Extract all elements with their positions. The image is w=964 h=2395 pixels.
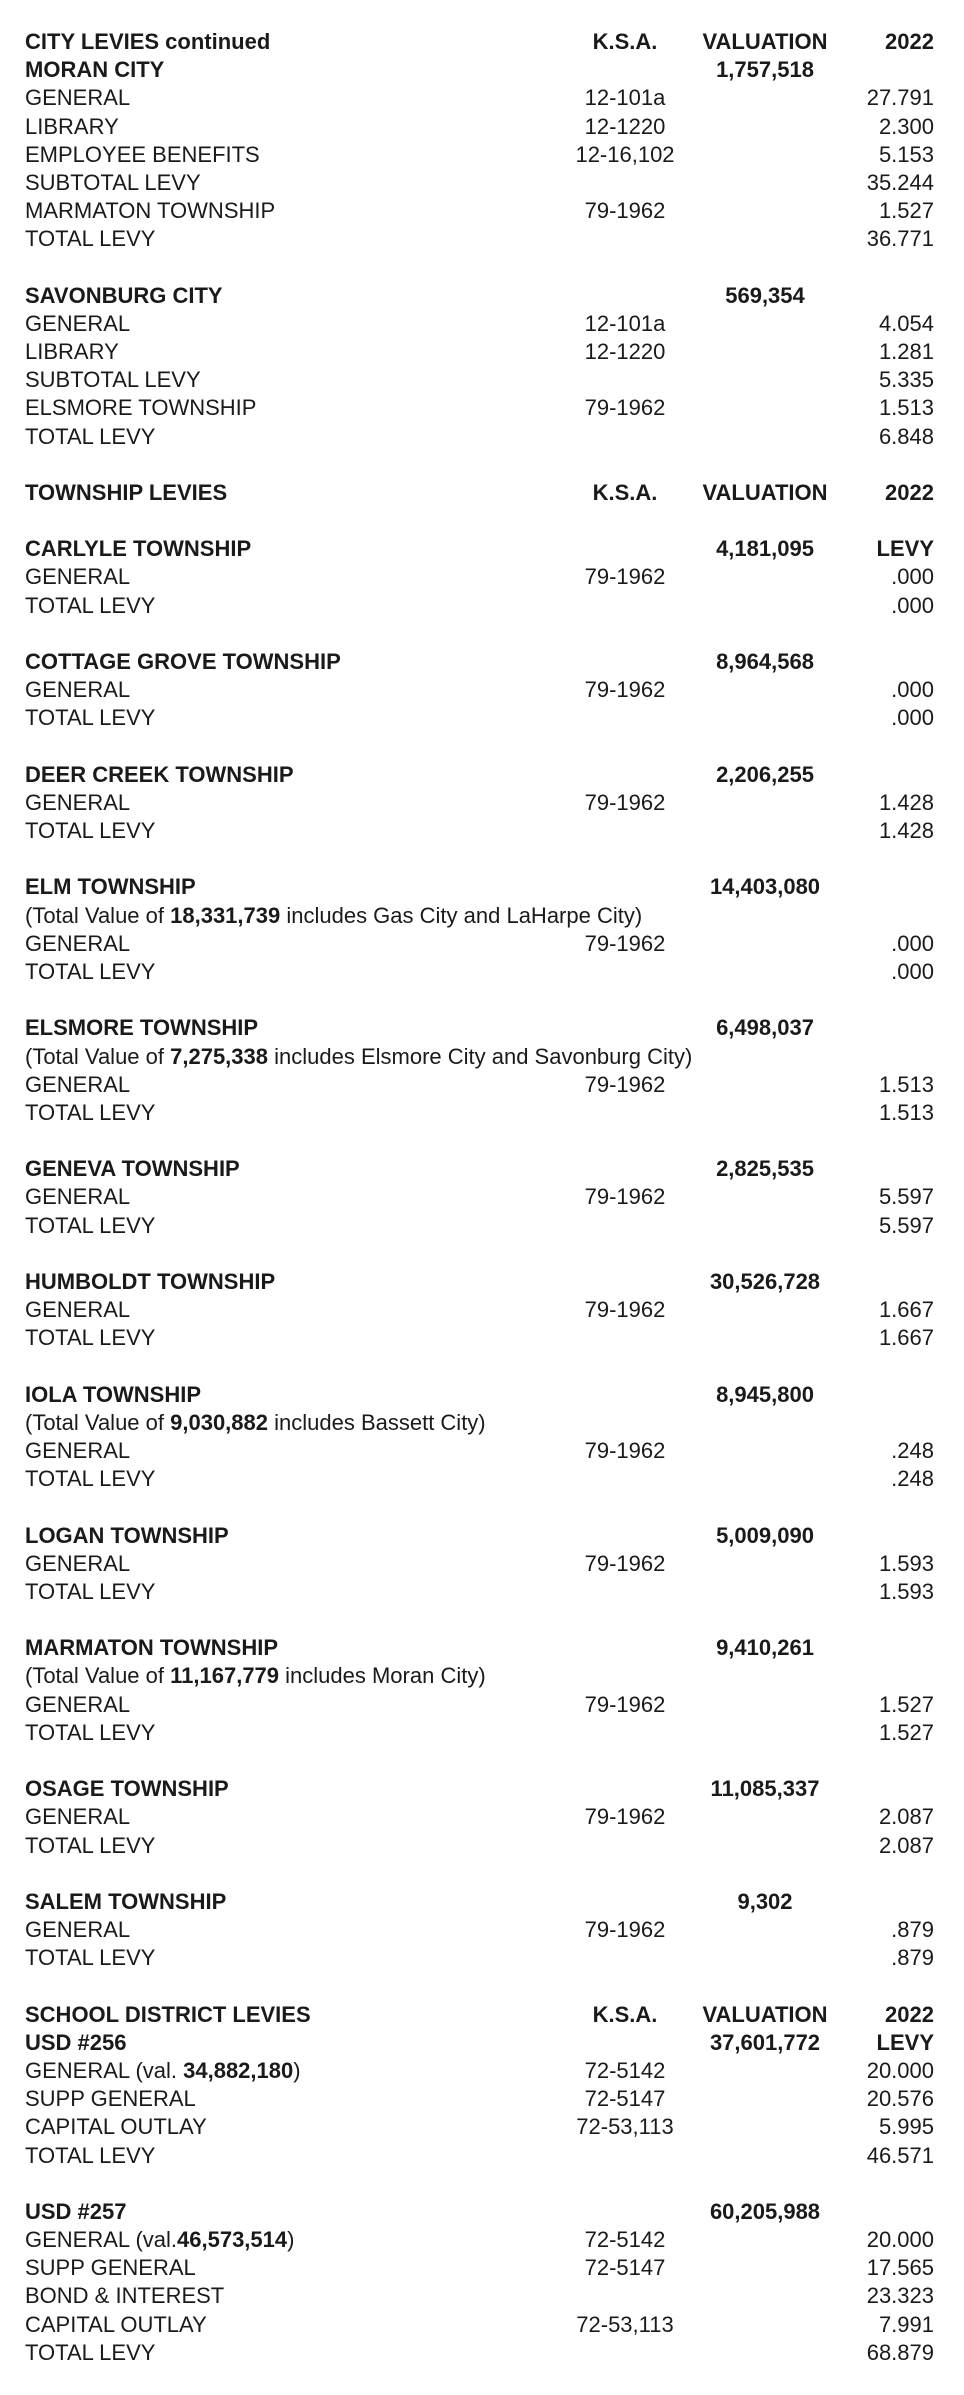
levy-cell: 1.513	[878, 395, 934, 421]
row-label: TOTAL LEVY	[25, 1325, 156, 1351]
spacer-row	[0, 1127, 964, 1155]
levy-row	[0, 338, 964, 366]
row-label: TOTAL LEVY	[25, 1719, 156, 1745]
levy-row	[0, 1183, 964, 1211]
levy-cell: 20.000	[866, 2227, 934, 2253]
levy-cell: 1.667	[878, 1297, 934, 1323]
spacer-row	[0, 986, 964, 1014]
levy-cell: .000	[891, 564, 934, 590]
row-label: CAPITAL OUTLAY	[25, 2114, 207, 2140]
valuation-cell: 9,302	[737, 1888, 793, 1914]
bold-value: 9,030,882	[170, 1409, 268, 1435]
levy-row	[0, 2142, 964, 2170]
levy-cell: .000	[891, 930, 934, 956]
row-label: COTTAGE GROVE TOWNSHIP	[25, 648, 341, 674]
total-value-note	[0, 1662, 964, 1690]
levy-cell: 23.323	[866, 2283, 934, 2309]
row-label: TOTAL LEVY	[25, 1945, 156, 1971]
row-label: TOTAL LEVY	[25, 1832, 156, 1858]
ksa-cell: 79-1962	[584, 395, 666, 421]
spacer-row	[0, 733, 964, 761]
entity-row	[0, 873, 964, 901]
spacer-row	[0, 2170, 964, 2198]
spacer-row	[0, 1606, 964, 1634]
valuation-cell: VALUATION	[702, 479, 828, 505]
valuation-cell: 11,085,337	[710, 1776, 820, 1802]
row-label: BOND & INTEREST	[25, 2283, 225, 2309]
levy-row	[0, 1324, 964, 1352]
entity-row	[0, 1014, 964, 1042]
total-value-note	[0, 902, 964, 930]
spacer-row	[0, 1747, 964, 1775]
row-label: CAPITAL OUTLAY	[25, 2311, 207, 2337]
row-label: GENERAL	[25, 85, 131, 111]
row-label: GENERAL	[25, 564, 131, 590]
levy-cell: 1.513	[878, 1099, 934, 1125]
levy-row	[0, 930, 964, 958]
bold-value: 34,882,180	[183, 2058, 294, 2083]
levy-cell: 4.054	[878, 310, 934, 336]
ksa-cell: 79-1962	[584, 1071, 666, 1097]
levy-row	[0, 1465, 964, 1493]
entity-row	[0, 1775, 964, 1803]
valuation-cell: 8,945,800	[716, 1381, 814, 1407]
row-label: HUMBOLDT TOWNSHIP	[25, 1268, 276, 1294]
levy-row	[0, 1071, 964, 1099]
valuation-cell: 1,757,518	[716, 57, 814, 83]
levy-row	[0, 1691, 964, 1719]
row-label: TOWNSHIP LEVIES	[25, 479, 228, 505]
total-value-note	[0, 1409, 964, 1437]
levy-cell: 2.087	[878, 1804, 934, 1830]
levy-cell: 1.527	[878, 198, 934, 224]
levy-cell: .248	[891, 1438, 934, 1464]
spacer-row	[0, 1860, 964, 1888]
valuation-cell: 6,498,037	[716, 1015, 814, 1041]
row-label: SUPP GENERAL	[25, 2255, 196, 2281]
ksa-cell: 79-1962	[584, 1691, 666, 1717]
valuation-cell: VALUATION	[702, 29, 828, 54]
row-label: TOTAL LEVY	[25, 705, 156, 731]
ksa-cell: 79-1962	[584, 1297, 666, 1323]
levy-cell: 1.428	[878, 789, 934, 815]
ksa-cell: 12-101a	[584, 85, 666, 111]
levy-row	[0, 197, 964, 225]
row-label: TOTAL LEVY	[25, 423, 156, 449]
levy-cell: 35.244	[866, 169, 934, 195]
levy-row	[0, 1916, 964, 1944]
row-label: TOTAL LEVY	[25, 1466, 156, 1492]
levy-cell: 7.991	[878, 2311, 934, 2337]
valuation-cell: 9,410,261	[716, 1635, 814, 1661]
ksa-cell: 79-1962	[584, 677, 666, 703]
row-label: ELM TOWNSHIP	[25, 874, 196, 900]
row-label: MORAN CITY	[25, 57, 165, 83]
ksa-cell: 72-5142	[584, 2058, 666, 2083]
row-label: LIBRARY	[25, 338, 119, 364]
ksa-cell: 72-5142	[584, 2227, 666, 2253]
levy-cell: 1.527	[878, 1691, 934, 1717]
entity-row	[0, 56, 964, 84]
entity-row	[0, 1888, 964, 1916]
levy-cell: 1.527	[878, 1719, 934, 1745]
ksa-cell: 12-1220	[584, 113, 666, 139]
ksa-cell: 72-5147	[584, 2086, 666, 2112]
valuation-cell: 37,601,772	[709, 2029, 821, 2055]
ksa-cell: 79-1962	[584, 1804, 666, 1830]
ksa-cell: K.S.A.	[592, 2001, 658, 2027]
levy-cell: 5.597	[878, 1212, 934, 1238]
ksa-cell: 79-1962	[584, 564, 666, 590]
section-header	[0, 479, 964, 507]
row-label: GENERAL	[25, 1184, 131, 1210]
entity-row	[0, 535, 964, 563]
levy-cell: 17.565	[866, 2255, 934, 2281]
levy-row	[0, 141, 964, 169]
row-label: GENERAL	[25, 677, 131, 703]
levy-row	[0, 2057, 964, 2085]
levy-cell: .000	[891, 677, 934, 703]
ksa-cell: 12-1220	[584, 338, 666, 364]
levy-row	[0, 958, 964, 986]
ksa-cell: 12-16,102	[575, 141, 675, 167]
levy-row	[0, 563, 964, 591]
entity-row	[0, 2029, 964, 2057]
row-label: ELSMORE TOWNSHIP	[25, 1015, 259, 1041]
row-label: TOTAL LEVY	[25, 2142, 156, 2168]
levy-row	[0, 1832, 964, 1860]
levy-cell: 20.576	[866, 2086, 934, 2112]
row-label: SCHOOL DISTRICT LEVIES	[25, 2001, 311, 2027]
levy-row	[0, 169, 964, 197]
row-label: GENERAL	[25, 930, 131, 956]
spacer-row	[0, 1493, 964, 1521]
row-label: IOLA TOWNSHIP	[25, 1381, 201, 1407]
ksa-cell: 72-5147	[584, 2255, 666, 2281]
levy-row	[0, 310, 964, 338]
levy-cell: LEVY	[876, 2029, 934, 2055]
row-label: SUPP GENERAL	[25, 2086, 196, 2112]
levy-row	[0, 2226, 964, 2254]
levy-cell: 1.281	[878, 338, 934, 364]
levy-cell: .000	[891, 958, 934, 984]
levy-row	[0, 1578, 964, 1606]
row-label: USD #257	[25, 2198, 127, 2224]
ksa-cell: 72-53,113	[576, 2114, 674, 2140]
entity-row	[0, 648, 964, 676]
levy-row	[0, 676, 964, 704]
spacer-row	[0, 620, 964, 648]
levy-cell: .879	[891, 1945, 934, 1971]
spacer-row	[0, 845, 964, 873]
ksa-cell: 79-1962	[584, 1917, 666, 1943]
levy-cell: .000	[891, 705, 934, 731]
levy-row	[0, 2311, 964, 2339]
levy-row	[0, 1212, 964, 1240]
levy-row	[0, 1803, 964, 1831]
section-header	[0, 28, 964, 56]
valuation-cell: 30,526,728	[709, 1268, 821, 1294]
ksa-cell: 79-1962	[584, 789, 666, 815]
total-value-note	[0, 1043, 964, 1071]
row-label: SALEM TOWNSHIP	[25, 1888, 227, 1914]
valuation-cell: 14,403,080	[709, 874, 821, 900]
ksa-cell: 79-1962	[584, 930, 666, 956]
valuation-cell: 569,354	[725, 282, 805, 308]
entity-row	[0, 1634, 964, 1662]
levy-row	[0, 113, 964, 141]
row-label: DEER CREEK TOWNSHIP	[25, 761, 294, 787]
bold-value: 7,275,338	[170, 1043, 268, 1069]
levy-cell: 1.593	[878, 1578, 934, 1604]
row-label: TOTAL LEVY	[25, 226, 156, 252]
row-label: MARMATON TOWNSHIP	[25, 198, 276, 224]
row-label: SUBTOTAL LEVY	[25, 367, 201, 393]
row-label: GENERAL	[25, 310, 131, 336]
row-label: CITY LEVIES continued	[25, 29, 271, 54]
levy-row	[0, 1099, 964, 1127]
valuation-cell: VALUATION	[702, 2001, 828, 2027]
levy-row	[0, 592, 964, 620]
levy-cell: 2.087	[878, 1832, 934, 1858]
entity-row	[0, 1155, 964, 1183]
bold-value: 11,167,779	[170, 1663, 280, 1689]
levy-cell: 1.593	[878, 1550, 934, 1576]
levy-cell: 1.428	[878, 818, 934, 844]
bold-value: 46,573,514	[177, 2227, 288, 2253]
levy-cell: 2022	[885, 2001, 934, 2027]
levy-cell: 5.597	[878, 1184, 934, 1210]
row-label: (Total Value of 7,275,338 includes Elsmore City and Savonburg City)	[25, 1043, 693, 1069]
levy-cell: 20.000	[866, 2058, 934, 2083]
levy-row	[0, 1719, 964, 1747]
levy-row	[0, 789, 964, 817]
row-label: SUBTOTAL LEVY	[25, 169, 201, 195]
row-label: TOTAL LEVY	[25, 1212, 156, 1238]
valuation-cell: 4,181,095	[716, 536, 814, 562]
row-label: GENEVA TOWNSHIP	[25, 1156, 240, 1182]
row-label: GENERAL	[25, 1917, 131, 1943]
levy-cell: 5.995	[878, 2114, 934, 2140]
entity-row	[0, 2198, 964, 2226]
valuation-cell: 8,964,568	[716, 648, 814, 674]
levy-row	[0, 2113, 964, 2141]
levy-cell: 27.791	[866, 85, 934, 111]
row-label: SAVONBURG CITY	[25, 282, 223, 308]
section-header	[0, 2001, 964, 2029]
row-label: MARMATON TOWNSHIP	[25, 1635, 278, 1661]
row-label: OSAGE TOWNSHIP	[25, 1776, 229, 1802]
levy-row	[0, 1437, 964, 1465]
ksa-cell: 79-1962	[584, 1438, 666, 1464]
entity-row	[0, 1381, 964, 1409]
valuation-cell: 2,825,535	[716, 1156, 814, 1182]
valuation-cell: 5,009,090	[716, 1522, 814, 1548]
spacer-row	[0, 451, 964, 479]
row-label: (Total Value of 9,030,882 includes Bassett City)	[25, 1409, 486, 1435]
entity-row	[0, 761, 964, 789]
levy-cell: .248	[891, 1466, 934, 1492]
row-label: (Total Value of 18,331,739 includes Gas City and LaHarpe City)	[25, 902, 643, 928]
levy-row	[0, 2282, 964, 2310]
levy-cell: 1.667	[878, 1325, 934, 1351]
levy-row	[0, 1550, 964, 1578]
levy-row	[0, 84, 964, 112]
valuation-cell: 60,205,988	[709, 2198, 821, 2224]
row-label: TOTAL LEVY	[25, 1099, 156, 1125]
row-label: GENERAL (val. 34,882,180)	[25, 2058, 301, 2083]
ksa-cell: 79-1962	[584, 1550, 666, 1576]
spacer-row	[0, 1972, 964, 2000]
levy-cell: 2.300	[878, 113, 934, 139]
ksa-cell: 79-1962	[584, 198, 666, 224]
levy-row	[0, 1944, 964, 1972]
levy-row	[0, 394, 964, 422]
row-label: LIBRARY	[25, 113, 119, 139]
row-label: TOTAL LEVY	[25, 1578, 156, 1604]
levy-cell: .879	[891, 1917, 934, 1943]
row-label: CARLYLE TOWNSHIP	[25, 536, 252, 562]
row-label: GENERAL	[25, 1297, 131, 1323]
levy-cell: 5.153	[878, 141, 934, 167]
row-label: GENERAL	[25, 1071, 131, 1097]
row-label: GENERAL	[25, 1691, 131, 1717]
ksa-cell: K.S.A.	[592, 479, 658, 505]
spacer-row	[0, 1240, 964, 1268]
levy-row	[0, 2339, 964, 2367]
ksa-cell: 12-101a	[584, 310, 666, 336]
ksa-cell: 79-1962	[584, 1184, 666, 1210]
levy-cell: 6.848	[878, 423, 934, 449]
spacer-row	[0, 1352, 964, 1380]
levy-cell: LEVY	[876, 536, 934, 562]
levy-row	[0, 1296, 964, 1324]
bold-value: 18,331,739	[170, 902, 281, 928]
row-label: (Total Value of 11,167,779 includes Moran City)	[25, 1663, 486, 1689]
levy-cell: 36.771	[866, 226, 934, 252]
row-label: TOTAL LEVY	[25, 592, 156, 618]
levy-cell: 2022	[885, 479, 934, 505]
row-label: TOTAL LEVY	[25, 958, 156, 984]
row-label: USD #256	[25, 2029, 127, 2055]
row-label: TOTAL LEVY	[25, 818, 156, 844]
levy-row	[0, 366, 964, 394]
spacer-row	[0, 253, 964, 281]
entity-row	[0, 1522, 964, 1550]
levy-cell: 1.513	[878, 1071, 934, 1097]
levy-row	[0, 2085, 964, 2113]
row-label: EMPLOYEE BENEFITS	[25, 141, 260, 167]
levy-row	[0, 2254, 964, 2282]
row-label: GENERAL	[25, 789, 131, 815]
levy-cell: 68.879	[866, 2339, 934, 2365]
row-label: ELSMORE TOWNSHIP	[25, 395, 257, 421]
entity-row	[0, 282, 964, 310]
ksa-cell: K.S.A.	[592, 29, 658, 54]
row-label: GENERAL	[25, 1804, 131, 1830]
levy-row	[0, 423, 964, 451]
entity-row	[0, 1268, 964, 1296]
row-label: TOTAL LEVY	[25, 2339, 156, 2365]
levy-cell: 46.571	[866, 2142, 934, 2168]
levy-row	[0, 817, 964, 845]
levy-row	[0, 704, 964, 732]
levy-cell: 5.335	[878, 367, 934, 393]
spacer-row	[0, 507, 964, 535]
row-label: GENERAL	[25, 1550, 131, 1576]
ksa-cell: 72-53,113	[576, 2311, 674, 2337]
levy-cell: .000	[891, 592, 934, 618]
row-label: GENERAL	[25, 1438, 131, 1464]
row-label: GENERAL (val.46,573,514)	[25, 2227, 295, 2253]
levy-cell: 2022	[885, 29, 934, 54]
valuation-cell: 2,206,255	[716, 761, 814, 787]
levy-row	[0, 225, 964, 253]
row-label: LOGAN TOWNSHIP	[25, 1522, 229, 1548]
